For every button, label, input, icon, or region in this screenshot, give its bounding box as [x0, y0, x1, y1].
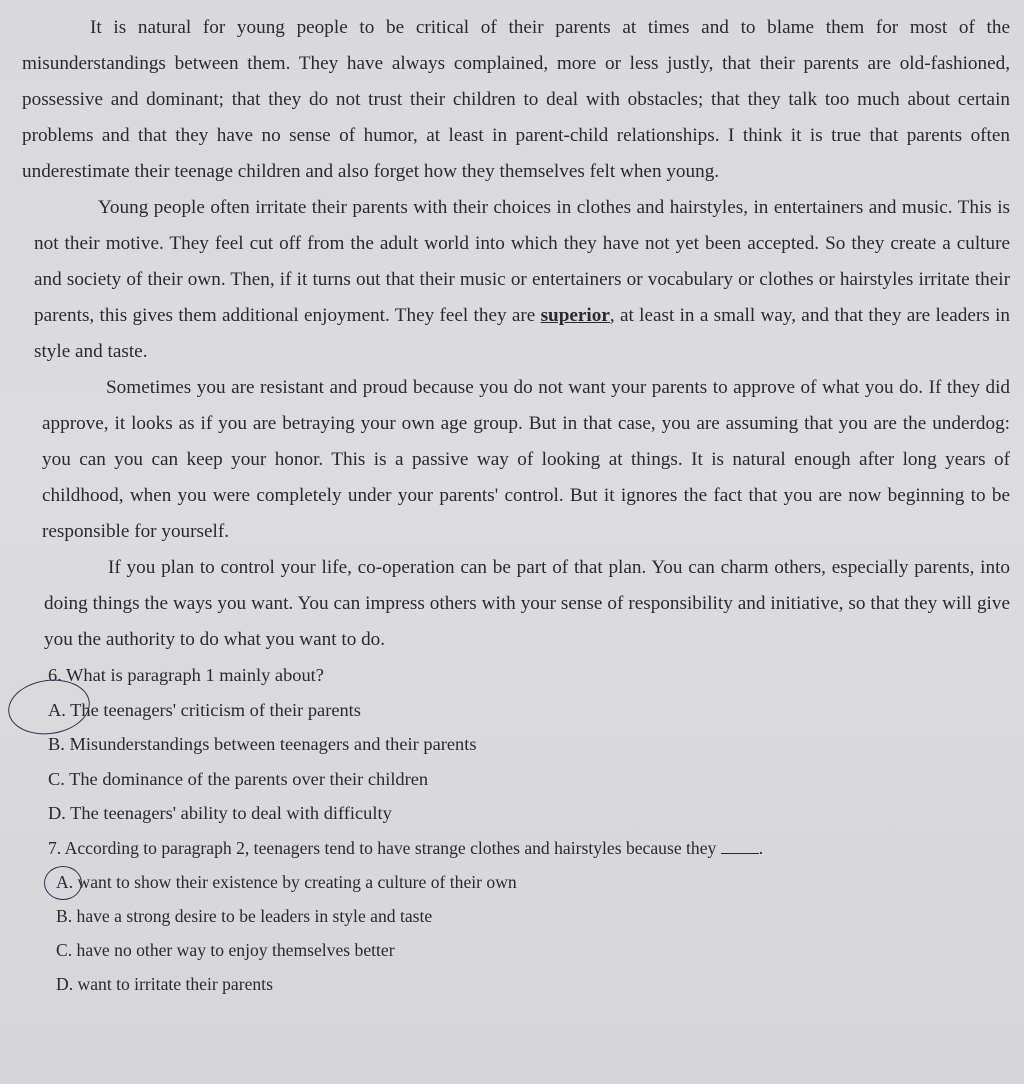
- question-7-option-b[interactable]: B. have a strong desire to be leaders in style and taste: [56, 905, 433, 926]
- question-6-option-d[interactable]: D. The teenagers' ability to deal with difficulty: [48, 803, 392, 823]
- question-7: [22, 831, 1010, 1001]
- passage-paragraph-4: If you plan to control your life, co-operation can be part of that plan. You can charm others, especially parents, into doing things the ways you want. You can impress others with your sense of responsibility and initiative, so that they will give you the authority to do what you want to do.: [44, 557, 1010, 650]
- question-7-option-d[interactable]: D. want to irritate their parents: [56, 973, 273, 994]
- question-6-stem: 6. What is paragraph 1 mainly about?: [48, 665, 324, 685]
- keyword-superior: superior: [540, 305, 610, 326]
- question-7-option-a[interactable]: A. want to show their existence by creating a culture of their own: [56, 871, 517, 892]
- paragraph-2-text-end: , at least in a small way, and that they are leaders in style and taste.: [34, 305, 1010, 362]
- paragraph-2-text-start: Young people often irritate their parents with their choices in clothes and hairstyles, in entertainers and music. This is not their motive. They feel cut off from the adult world into which they have not yet been accepted. So they create a culture and society of their own. Then, if it turns out that their music or entertainers or vocabulary or clothes or hairstyles irritate their parents, this gives them additional enjoyment. They feel they are: [34, 197, 1010, 326]
- question-7-stem-end: .: [758, 837, 764, 858]
- question-6: [22, 658, 1010, 831]
- question-7-option-c[interactable]: C. have no other way to enjoy themselves better: [56, 939, 395, 960]
- answer-blank: [721, 839, 759, 854]
- question-6-option-b[interactable]: B. Misunderstandings between teenagers and their parents: [48, 734, 477, 754]
- question-6-option-a[interactable]: A. The teenagers' criticism of their parents: [48, 699, 361, 720]
- question-7-stem-text: 7. According to paragraph 2, teenagers tend to have strange clothes and hairstyles because they: [48, 837, 721, 858]
- passage-paragraph-1: It is natural for young people to be critical of their parents at times and to blame them for most of the misunderstandings between them. They have always complained, more or less justly, that their parents are old-fashioned, possessive and dominant; that they do not trust their children to deal with obstacles; that they talk too much about certain problems and that they have no sense of humor, at least in parent-child relationships. I think it is true that parents often underestimate their teenage children and also forget how they themselves felt when young.: [22, 17, 1010, 182]
- question-7-stem: [48, 831, 1010, 865]
- question-6-option-c[interactable]: C. The dominance of the parents over their children: [48, 768, 429, 789]
- passage-paragraph-3: Sometimes you are resistant and proud because you do not want your parents to approve of what you do. If they did approve, it looks as if you are betraying your own age group. But in that case, you are assuming that you are the underdog: you can you can keep your honor. This is a passive way of looking at things. It is natural enough after long years of childhood, when you were completely under your parents' control. But it ignores the fact that you are now beginning to be responsible for yourself.: [42, 377, 1010, 542]
- passage-paragraph-2: [22, 190, 1010, 370]
